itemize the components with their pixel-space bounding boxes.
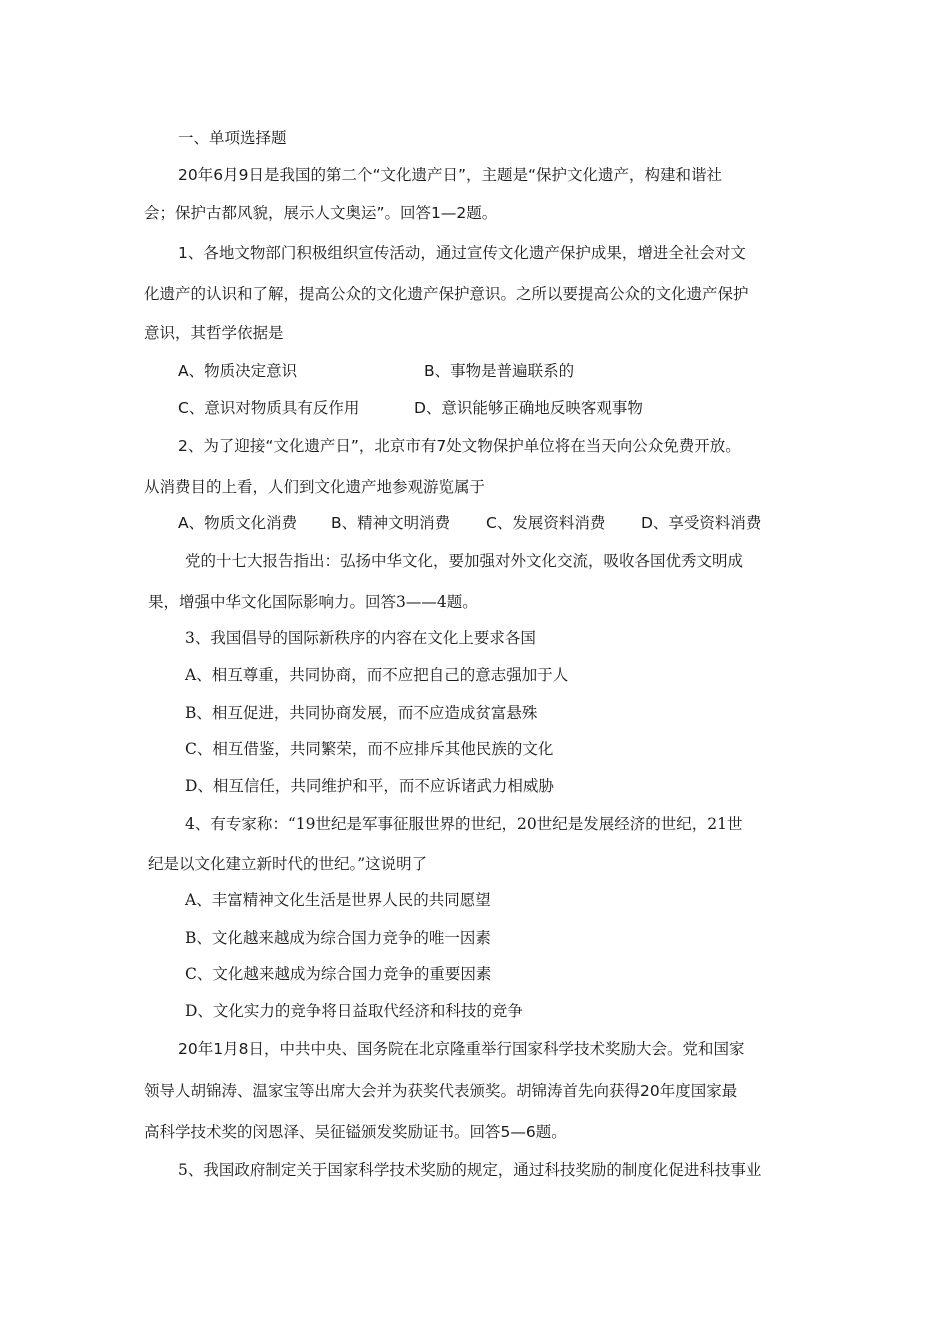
option-a: A、丰富精神文化生活是世界人民的共同愿望 bbox=[185, 891, 491, 909]
option-c: C、发展资料消费 bbox=[486, 514, 606, 532]
intro-paragraph-line: 党的十七大报告指出：弘扬中华文化，要加强对外文化交流，吸收各国优秀文明成 bbox=[185, 552, 744, 570]
question-stem-line: 3、我国倡导的国际新秩序的内容在文化上要求各国 bbox=[185, 629, 536, 647]
question-stem-line: 4、有专家称：“19世纪是军事征服世界的世纪，20世纪是发展经济的世纪，21世 bbox=[185, 815, 743, 833]
question-stem-line: 纪是以文化建立新时代的世纪。”这说明了 bbox=[148, 855, 428, 873]
option-c: C、意识对物质具有反作用 bbox=[178, 399, 360, 417]
option-c: C、文化越来越成为综合国力竞争的重要因素 bbox=[185, 965, 492, 983]
option-d: D、享受资料消费 bbox=[641, 514, 762, 532]
question-stem-line: 化遗产的认识和了解，提高公众的文化遗产保护意识。之所以要提高公众的文化遗产保护 bbox=[144, 285, 749, 303]
intro-paragraph-line: 领导人胡锦涛、温家宝等出席大会并为获奖代表颁奖。胡锦涛首先向获得20年度国家最 bbox=[144, 1082, 738, 1100]
question-stem-line: 意识，其哲学依据是 bbox=[144, 324, 284, 342]
question-stem-line: 5、我国政府制定关于国家科学技术奖励的规定，通过科技奖励的制度化促进科技事业 bbox=[178, 1161, 762, 1179]
option-b: B、相互促进，共同协商发展，而不应造成贫富悬殊 bbox=[185, 704, 538, 722]
question-stem-line: 从消费目的上看，人们到文化遗产地参观游览属于 bbox=[144, 478, 486, 496]
option-d: D、意识能够正确地反映客观事物 bbox=[414, 399, 643, 417]
option-d: D、文化实力的竞争将日益取代经济和科技的竞争 bbox=[185, 1002, 523, 1020]
intro-paragraph-line: 高科学技术奖的闵恩泽、吴征镒颁发奖励证书。回答5—6题。 bbox=[144, 1123, 567, 1141]
option-d: D、相互信任，共同维护和平，而不应诉诸武力相威胁 bbox=[185, 777, 554, 795]
question-stem-line: 1、各地文物部门积极组织宣传活动，通过宣传文化遗产保护成果，增进全社会对文 bbox=[178, 244, 746, 262]
question-stem-line: 2、为了迎接“文化遗产日”，北京市有7处文物保护单位将在当天向公众免费开放。 bbox=[178, 437, 741, 455]
intro-paragraph-line: 果，增强中华文化国际影响力。回答3——4题。 bbox=[148, 593, 478, 611]
option-a: A、物质文化消费 bbox=[178, 514, 298, 532]
option-a: A、物质决定意识 bbox=[178, 362, 298, 380]
intro-paragraph-line: 会；保护古都风貌，展示人文奥运”。回答1—2题。 bbox=[144, 204, 498, 222]
option-a: A、相互尊重，共同协商，而不应把自己的意志强加于人 bbox=[185, 666, 569, 684]
option-b: B、精神文明消费 bbox=[331, 514, 451, 532]
section-heading: 一、单项选择题 bbox=[178, 129, 287, 147]
intro-paragraph-line: 20年6月9日是我国的第二个“文化遗产日”，主题是“保护文化遗产，构建和谐社 bbox=[178, 166, 723, 184]
option-c: C、相互借鉴，共同繁荣，而不应排斥其他民族的文化 bbox=[185, 740, 554, 758]
intro-paragraph-line: 20年1月8日，中共中央、国务院在北京隆重举行国家科学技术奖励大会。党和国家 bbox=[178, 1040, 745, 1058]
option-b: B、事物是普遍联系的 bbox=[424, 362, 575, 380]
option-b: B、文化越来越成为综合国力竞争的唯一因素 bbox=[185, 929, 491, 947]
